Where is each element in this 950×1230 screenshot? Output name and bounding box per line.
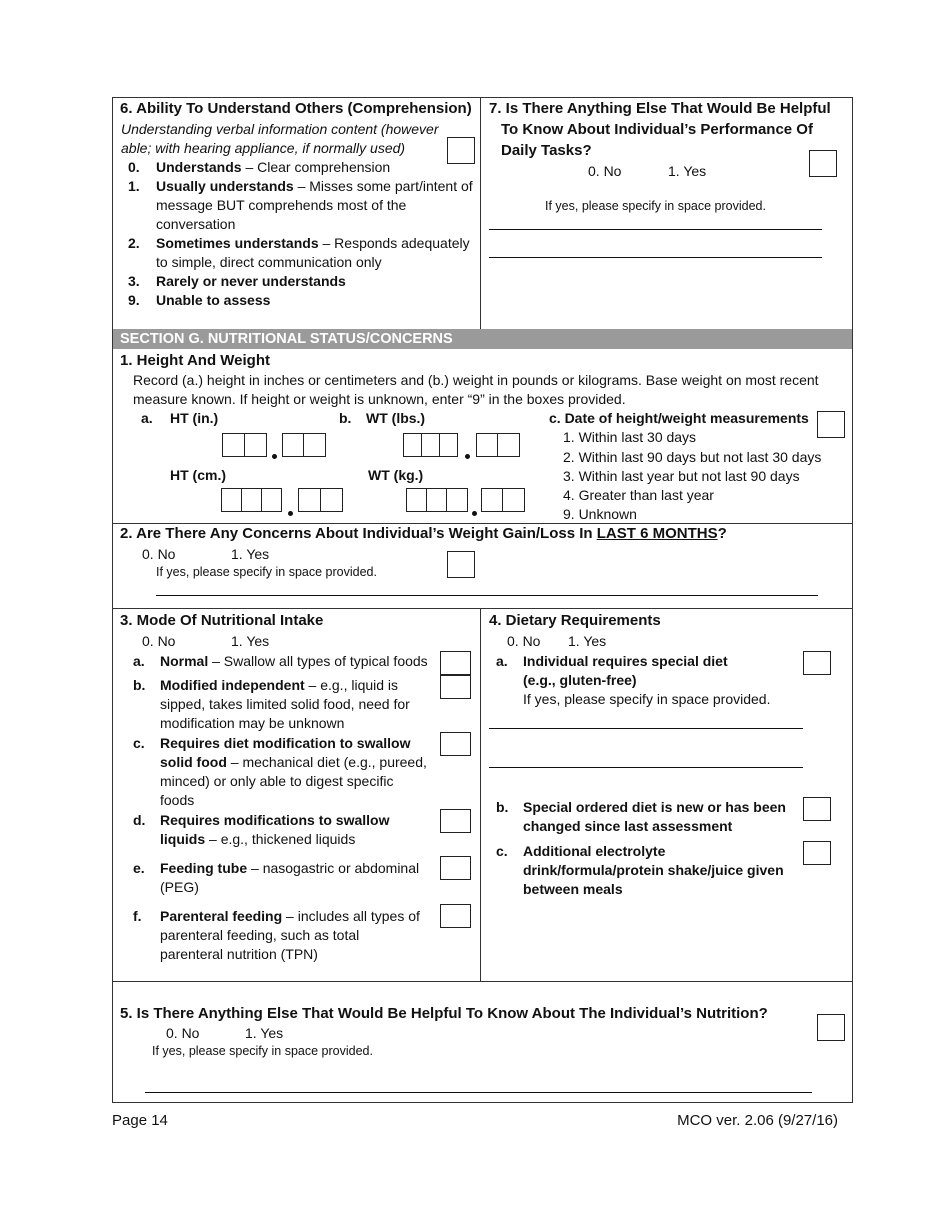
wt-kg-digit-1[interactable] — [406, 488, 427, 512]
ht-cm-digit-1[interactable] — [221, 488, 242, 512]
q6-option-num: 9. — [128, 292, 140, 308]
g4-specify-line-2[interactable] — [489, 767, 803, 768]
ht-in-digit-3[interactable] — [282, 433, 304, 457]
form-version: MCO ver. 2.06 (9/27/16) — [677, 1112, 838, 1129]
q6-option-3: Rarely or never understands — [156, 273, 346, 289]
q7-specify: If yes, please specify in space provided. — [545, 199, 766, 213]
q7-title-1: 7. Is There Anything Else That Would Be Helpful — [489, 100, 831, 117]
q6-option-1-line3: conversation — [156, 216, 236, 232]
q7-answer-box[interactable] — [809, 150, 837, 177]
g1-b-label: b. — [339, 410, 352, 426]
g4-b-answer-box[interactable] — [803, 797, 831, 821]
g4-c-line2: drink/formula/protein shake/juice given — [523, 862, 784, 878]
g3-c-bold: Requires diet modification to swallow — [160, 735, 411, 751]
q6-option-num: 1. — [128, 178, 140, 194]
g3-b-rest: – e.g., liquid is — [304, 677, 399, 693]
q7-specify-line-2[interactable] — [489, 257, 822, 258]
g3-no: 0. No — [142, 633, 176, 649]
g3-b-line3: modification may be unknown — [160, 715, 345, 731]
g3-c-line4: foods — [160, 792, 195, 808]
g1-title: 1. Height And Weight — [120, 352, 270, 369]
ht-in-decimal — [272, 454, 277, 459]
g3-d-answer-box[interactable] — [440, 809, 471, 833]
g4-b-line1: Special ordered diet is new or has been — [523, 799, 786, 815]
g4-c-line3: between meals — [523, 881, 623, 897]
g1-c-option: 2. Within last 90 days but not last 30 days — [563, 449, 822, 465]
g3-f-label: f. — [133, 908, 142, 924]
q6-title: 6. Ability To Understand Others (Comprehension) — [120, 100, 472, 117]
g4-a-answer-box[interactable] — [803, 651, 831, 675]
q6-option-num: 0. — [128, 159, 140, 175]
wt-lbs-digit-2[interactable] — [421, 433, 440, 457]
g3-f-text — [160, 908, 420, 924]
q6-answer-box[interactable] — [447, 137, 475, 164]
g3-c-answer-box[interactable] — [440, 732, 471, 756]
g3-e-answer-box[interactable] — [440, 856, 471, 880]
g1-c-option: 3. Within last year but not last 90 days — [563, 468, 800, 484]
g3-b-bold: Modified independent — [160, 677, 305, 693]
q6-desc-2: able; with hearing appliance, if normally used) — [121, 140, 406, 156]
g3-d-line2 — [160, 831, 355, 847]
g3-e-text — [160, 860, 419, 876]
g4-c-answer-box[interactable] — [803, 841, 831, 865]
g1-wt-kg-label: WT (kg.) — [368, 467, 424, 483]
wt-kg-digit-3[interactable] — [446, 488, 468, 512]
g4-a-line2: (e.g., gluten-free) — [523, 672, 637, 688]
g1-c-option: 9. Unknown — [563, 506, 637, 522]
g4-specify-line-1[interactable] — [489, 728, 803, 729]
q7-specify-line-1[interactable] — [489, 229, 822, 230]
g1-ht-in-label: HT (in.) — [170, 410, 219, 426]
ht-cm-digit-2[interactable] — [241, 488, 262, 512]
g4-no: 0. No — [507, 633, 541, 649]
q6-option-rest: – Clear comprehension — [241, 159, 391, 175]
q6-option-bold: Understands — [156, 159, 242, 175]
q7-title-3: Daily Tasks? — [501, 142, 592, 159]
g5-answer-box[interactable] — [817, 1014, 845, 1041]
g3-b-text — [160, 677, 398, 693]
q6-option-1-line2: message BUT comprehends most of the — [156, 197, 407, 213]
wt-lbs-digit-1[interactable] — [403, 433, 422, 457]
q7-no: 0. No — [588, 163, 622, 179]
ht-in-digit-4[interactable] — [303, 433, 326, 457]
g2-yes: 1. Yes — [231, 546, 270, 562]
q6-option-1 — [156, 178, 473, 194]
g2-answer-box[interactable] — [447, 551, 475, 578]
g3-d-line2-rest: – e.g., thickened liquids — [205, 831, 356, 847]
g2-title-pre: 2. Are There Any Concerns About Individual’s Weight Gain/Loss In — [120, 525, 597, 542]
g1-c-title: c. Date of height/weight measurements — [549, 410, 809, 426]
g4-b-label: b. — [496, 799, 509, 815]
q7-yes: 1. Yes — [668, 163, 707, 179]
wt-kg-digit-5[interactable] — [502, 488, 525, 512]
g3-a-bold: Normal — [160, 653, 209, 669]
g5-specify-line[interactable] — [145, 1092, 812, 1093]
g1-wt-lbs-label: WT (lbs.) — [366, 410, 426, 426]
q6-option-num: 2. — [128, 235, 140, 251]
g1-desc-1: Record (a.) height in inches or centimeters and (b.) weight in pounds or kilograms. Base weight on most recent — [133, 372, 819, 388]
g5-no: 0. No — [166, 1025, 200, 1041]
g3-c-line2-bold: solid food — [160, 754, 227, 770]
ht-cm-digit-3[interactable] — [261, 488, 282, 512]
g4-c-line1: Additional electrolyte — [523, 843, 666, 859]
q6-option-0 — [156, 159, 390, 175]
g3-b-label: b. — [133, 677, 146, 693]
g3-e-bold: Feeding tube — [160, 860, 248, 876]
g3-yes: 1. Yes — [231, 633, 270, 649]
divider-g1 — [112, 523, 853, 524]
g3-a-label: a. — [133, 653, 145, 669]
g3-b-answer-box[interactable] — [440, 675, 471, 699]
wt-kg-digit-2[interactable] — [426, 488, 447, 512]
divider-g34 — [480, 608, 481, 981]
g5-yes: 1. Yes — [245, 1025, 284, 1041]
g3-c-line2 — [160, 754, 427, 770]
q6-option-2 — [156, 235, 470, 251]
g3-d-bold: Requires modifications to swallow — [160, 812, 390, 828]
g4-a-specify: If yes, please specify in space provided. — [523, 691, 771, 707]
divider-g2 — [112, 608, 853, 609]
g4-a-label: a. — [496, 653, 508, 669]
g3-f-rest: – includes all types of — [282, 908, 420, 924]
g2-specify-line[interactable] — [156, 595, 818, 596]
wt-lbs-digit-4[interactable] — [476, 433, 498, 457]
g3-c-label: c. — [133, 735, 145, 751]
q6-option-4: Unable to assess — [156, 292, 271, 308]
wt-lbs-digit-3[interactable] — [439, 433, 458, 457]
g2-title-underlined: LAST 6 MONTHS — [596, 525, 718, 542]
g3-f-bold: Parenteral feeding — [160, 908, 283, 924]
g3-f-answer-box[interactable] — [440, 904, 471, 928]
g3-e-label: e. — [133, 860, 145, 876]
g3-b-line2: sipped, takes limited solid food, need for — [160, 696, 410, 712]
g3-e-line2: (PEG) — [160, 879, 199, 895]
page-number: Page 14 — [112, 1112, 168, 1129]
g1-c-option: 1. Within last 30 days — [563, 429, 697, 445]
ht-in-digit-2[interactable] — [244, 433, 267, 457]
g3-title: 3. Mode Of Nutritional Intake — [120, 612, 324, 629]
g2-specify: If yes, please specify in space provided. — [156, 565, 377, 579]
wt-kg-digit-4[interactable] — [481, 488, 503, 512]
g3-f-line3: parenteral nutrition (TPN) — [160, 946, 318, 962]
g3-f-line2: parenteral feeding, such as total — [160, 927, 360, 943]
g3-c-line2-rest: – mechanical diet (e.g., pureed, — [226, 754, 427, 770]
g5-title: 5. Is There Anything Else That Would Be Helpful To Know About The Individual’s Nutrition? — [120, 1005, 768, 1022]
ht-cm-decimal — [288, 511, 293, 516]
g4-c-label: c. — [496, 843, 508, 859]
wt-lbs-digit-5[interactable] — [497, 433, 520, 457]
ht-cm-digit-4[interactable] — [298, 488, 321, 512]
g4-a-line1: Individual requires special diet — [523, 653, 728, 669]
g2-title — [120, 525, 727, 542]
q6-desc-1: Understanding verbal information content (however — [121, 121, 439, 137]
q6-option-bold: Sometimes understands — [156, 235, 319, 251]
g5-specify: If yes, please specify in space provided. — [152, 1044, 373, 1058]
q6-option-bold: Usually understands — [156, 178, 294, 194]
q6-option-2-line2: to simple, direct communication only — [156, 254, 382, 270]
g3-c-line3: minced) or only able to digest specific — [160, 773, 394, 789]
g3-a-rest: – Swallow all types of typical foods — [208, 653, 428, 669]
wt-lbs-decimal — [465, 454, 470, 459]
g1-desc-2: measure known. If height or weight is unknown, enter “9” in the boxes provided. — [133, 391, 626, 407]
g4-b-line2: changed since last assessment — [523, 818, 733, 834]
divider-g5 — [112, 981, 853, 982]
q7-title-2: To Know About Individual’s Performance Of — [501, 121, 813, 138]
g3-a-text — [160, 653, 428, 669]
q6-option-rest: – Misses some part/intent of — [293, 178, 473, 194]
g3-a-answer-box[interactable] — [440, 651, 471, 675]
section-g-header: SECTION G. NUTRITIONAL STATUS/CONCERNS — [113, 329, 852, 349]
g1-a-label: a. — [141, 410, 153, 426]
ht-cm-digit-5[interactable] — [320, 488, 343, 512]
g4-yes: 1. Yes — [568, 633, 607, 649]
g3-d-line2-bold: liquids — [160, 831, 206, 847]
divider-top — [480, 97, 481, 329]
g2-title-post: ? — [717, 525, 727, 542]
g1-c-answer-box[interactable] — [817, 411, 845, 438]
wt-kg-decimal — [472, 511, 477, 516]
ht-in-digit-1[interactable] — [222, 433, 245, 457]
g1-c-option: 4. Greater than last year — [563, 487, 714, 503]
q6-option-num: 3. — [128, 273, 140, 289]
g3-d-label: d. — [133, 812, 146, 828]
g1-ht-cm-label: HT (cm.) — [170, 467, 226, 483]
g3-e-rest: – nasogastric or abdominal — [247, 860, 420, 876]
q6-option-rest: – Responds adequately — [318, 235, 470, 251]
g2-no: 0. No — [142, 546, 176, 562]
g4-title: 4. Dietary Requirements — [489, 612, 661, 629]
